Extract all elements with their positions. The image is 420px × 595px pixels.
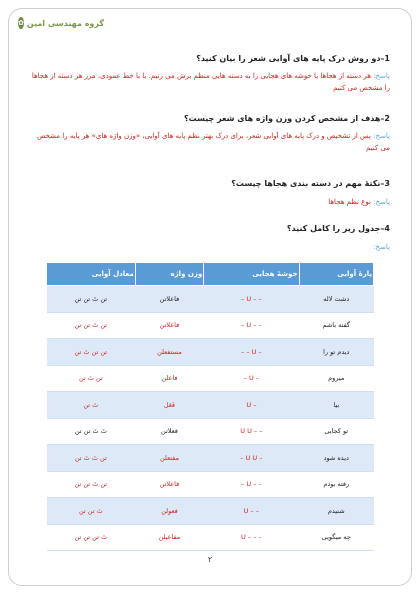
- table-header-row: [47, 263, 374, 286]
- question-2: [30, 112, 390, 154]
- table-cell: تَ تن تن: [47, 498, 136, 525]
- table-cell: بیا: [299, 392, 373, 419]
- table-cell: گفته باشم: [299, 312, 373, 339]
- table-cell: – – U –: [204, 286, 299, 313]
- table-cell: فاعلاتن: [135, 312, 204, 339]
- table-row: [47, 392, 374, 419]
- table-cell: – – U: [204, 498, 299, 525]
- table-cell: چه میگویی: [299, 524, 373, 551]
- table-cell: دشت لاله: [299, 286, 373, 313]
- table-cell: مستفعلن: [135, 339, 204, 366]
- answer-body: نوع نظم هجاها: [328, 198, 371, 206]
- logo: [18, 16, 105, 30]
- logo-flower-icon: ✿: [18, 19, 24, 27]
- table-cell: – – U –: [204, 312, 299, 339]
- table-cell: دیده شود: [299, 445, 373, 472]
- table-row: [47, 471, 374, 498]
- answer-label: پاسخ:: [373, 72, 390, 80]
- table-cell: تَ تَ تن تن: [47, 418, 136, 445]
- answer-text: [30, 70, 390, 94]
- table-cell: – U – –: [204, 339, 299, 366]
- table-row: [47, 365, 374, 392]
- answer-text: [30, 196, 390, 208]
- answer-label: پاسخ:: [373, 132, 390, 140]
- table-cell: مفتعلن: [135, 445, 204, 472]
- table-cell: شنیدم: [299, 498, 373, 525]
- table-row: [47, 286, 374, 313]
- table-cell: فاعلن: [135, 365, 204, 392]
- question-1: [30, 52, 390, 94]
- answer-body: هر دسته از هجاها یا خوشه های هجایی را به دسته هایی منظم برش می زنیم. یا با خط عمودی، مرز هر دسته از هجاها را مشخص می کنیم: [31, 72, 390, 92]
- question-3: [30, 177, 390, 208]
- table-cell: تن تَ تن تن: [47, 312, 136, 339]
- table-cell: – – U –: [204, 471, 299, 498]
- table-cell: تن تَ تن: [47, 365, 136, 392]
- table-cell: تن تَ تَ تن: [47, 445, 136, 472]
- header-cell: خوشهٔ هجایی: [204, 263, 299, 286]
- table-cell: – U: [204, 392, 299, 419]
- table-cell: تن تن تَ تن: [47, 339, 136, 366]
- table-row: [47, 418, 374, 445]
- table-row: [47, 445, 374, 472]
- answer-text: [30, 241, 390, 253]
- question-4: [30, 222, 390, 253]
- header-cell: پارهٔ آوایی: [299, 263, 373, 286]
- table-cell: – – – U: [204, 524, 299, 551]
- answer-text: [30, 130, 390, 154]
- page-number: ۲: [207, 555, 213, 564]
- prosody-table-wrap: [46, 262, 374, 551]
- logo-text: گروه مهندسی امین: [26, 18, 105, 28]
- table-cell: تَ تن: [47, 392, 136, 419]
- table-row: [47, 524, 374, 551]
- table-cell: تَ تن تن تن: [47, 524, 136, 551]
- table-cell: دیدم تو را: [299, 339, 373, 366]
- table-cell: فَعَل: [135, 392, 204, 419]
- answer-body: پس از تشخیص و درک پایه های آوایی شعر، برای درک بهتر نظم پایه های آوایی، «وزن واژه های» هر پایه را مشخص می کنیم: [36, 132, 390, 152]
- table-cell: فاعلاتن: [135, 286, 204, 313]
- table-cell: تن تَ تن تن: [47, 471, 136, 498]
- table-row: [47, 498, 374, 525]
- prosody-table: [46, 262, 374, 551]
- header-cell: وزن واژه: [135, 263, 204, 286]
- table-cell: رفته بودم: [299, 471, 373, 498]
- table-body: [47, 286, 374, 551]
- table-row: [47, 312, 374, 339]
- table-cell: فعلاتن: [135, 418, 204, 445]
- header-cell: معادل آوایی: [47, 263, 136, 286]
- question-text: 1–دو روش درک پایه های آوایی شعر را بیان کنید؟: [196, 54, 390, 63]
- table-cell: – U U –: [204, 445, 299, 472]
- table-cell: فعولن: [135, 498, 204, 525]
- table-cell: تن تَ تن تن: [47, 286, 136, 313]
- table-cell: – U –: [204, 365, 299, 392]
- table-cell: مفاعیلن: [135, 524, 204, 551]
- question-text: 2–هدف از مشخص کردن وزن واژه های شعر چیست؟: [184, 114, 390, 123]
- question-text: 3–نکتهٔ مهم در دسته بندی هجاها چیست؟: [231, 179, 390, 188]
- table-row: [47, 339, 374, 366]
- answer-label: پاسخ:: [373, 243, 390, 251]
- answer-label: پاسخ:: [373, 198, 390, 206]
- table-cell: فاعلاتن: [135, 471, 204, 498]
- table-cell: میروم: [299, 365, 373, 392]
- table-cell: تو کجایی: [299, 418, 373, 445]
- table-cell: – – U U: [204, 418, 299, 445]
- question-text: 4–جدول زیر را کامل کنید؟: [286, 224, 390, 233]
